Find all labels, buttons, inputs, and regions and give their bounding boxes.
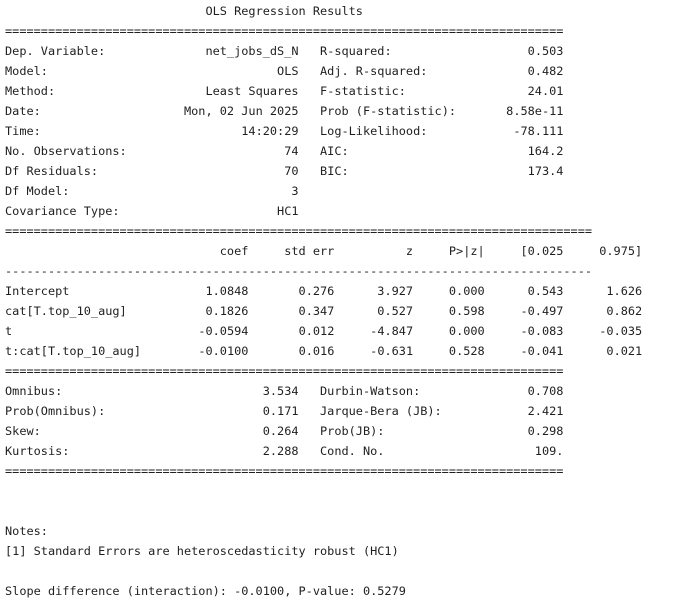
rule: ================================================================================== — [5, 224, 593, 238]
coef-cell: 0.862 — [606, 304, 643, 318]
summary-title-text: OLS Regression Results — [205, 4, 363, 18]
coef-table-row — [5, 281, 694, 301]
model-info-label: No. Observations: — [5, 144, 127, 158]
model-info-label: Df Model: — [5, 184, 70, 198]
coef-cell: -0.035 — [599, 324, 643, 338]
model-info-value: 24.01 — [527, 84, 564, 98]
coef-row-name: t:cat[T.top_10_aug] — [5, 344, 142, 358]
diagnostics-value: 3.534 — [262, 384, 299, 398]
diagnostics-row — [5, 401, 694, 421]
model-info-row — [5, 101, 694, 121]
coef-cell: 0.527 — [377, 304, 414, 318]
slope-difference-text: Slope difference (interaction): -0.0100, P-value: 0.5279 — [5, 584, 406, 598]
model-info-label: Covariance Type: — [5, 204, 120, 218]
model-info-label: Date: — [5, 104, 41, 118]
model-info-value: OLS — [277, 64, 299, 78]
model-info-value: 74 — [284, 144, 299, 158]
diagnostics-row — [5, 381, 694, 401]
rule-diag-bottom — [5, 461, 694, 481]
diagnostics-value: 109. — [534, 444, 564, 458]
coef-cell: -0.041 — [520, 344, 564, 358]
coef-table-row — [5, 301, 694, 321]
coef-cell: -0.631 — [370, 344, 414, 358]
model-info-value: 70 — [284, 164, 299, 178]
model-info-row — [5, 121, 694, 141]
diagnostics-label: Omnibus: — [5, 384, 63, 398]
coef-table-header — [5, 241, 694, 261]
rule-coef-mid — [5, 261, 694, 281]
diagnostics-value: 0.298 — [527, 424, 564, 438]
model-info-value: -78.111 — [513, 124, 564, 138]
rule-coef-top — [5, 221, 694, 241]
rule-top — [5, 21, 694, 41]
coef-cell: 0.021 — [606, 344, 643, 358]
model-info-value: 14:20:29 — [241, 124, 299, 138]
coef-cell: -4.847 — [370, 324, 414, 338]
model-info-value: 164.2 — [527, 144, 564, 158]
coef-table-row — [5, 321, 694, 341]
model-info-value: net_jobs_dS_N — [205, 44, 299, 58]
diagnostics-label: Jarque-Bera (JB): — [320, 404, 442, 418]
model-info-row — [5, 181, 694, 201]
model-info-label: F-statistic: — [320, 84, 406, 98]
model-info-row — [5, 201, 694, 221]
coef-row-name: Intercept — [5, 284, 70, 298]
summary-title — [5, 1, 694, 21]
coef-cell: -0.0594 — [198, 324, 249, 338]
model-info-row — [5, 161, 694, 181]
coef-cell: 0.016 — [298, 344, 335, 358]
diagnostics-value: 2.421 — [527, 404, 564, 418]
rule: ============================================================================== — [5, 464, 564, 478]
model-info-label: AIC: — [320, 144, 349, 158]
blank-line — [5, 481, 694, 501]
coef-column-header: [0.025 — [520, 244, 564, 258]
diagnostics-value: 2.288 — [262, 444, 299, 458]
rule: ---------------------------------------------------------------------------------- — [5, 264, 593, 278]
slope-difference-line — [5, 581, 694, 601]
coef-column-header: coef — [219, 244, 249, 258]
model-info-label: BIC: — [320, 164, 349, 178]
model-info-label: Time: — [5, 124, 41, 138]
diagnostics-row — [5, 441, 694, 461]
diagnostics-label: Skew: — [5, 424, 41, 438]
model-info-label: R-squared: — [320, 44, 392, 58]
notes-heading — [5, 521, 694, 541]
coef-column-header: std err — [284, 244, 335, 258]
diagnostics-label: Prob(JB): — [320, 424, 385, 438]
notes-heading-text: Notes: — [5, 524, 48, 538]
rule: ============================================================================== — [5, 364, 564, 378]
coef-cell: 1.626 — [606, 284, 643, 298]
coef-cell: 0.000 — [448, 324, 485, 338]
model-info-label: Dep. Variable: — [5, 44, 106, 58]
rule: ============================================================================== — [5, 24, 564, 38]
note-text: [1] Standard Errors are heteroscedasticity robust (HC1) — [5, 544, 399, 558]
diagnostics-row — [5, 421, 694, 441]
model-info-label: Adj. R-squared: — [320, 64, 428, 78]
coef-cell: 0.012 — [298, 324, 335, 338]
model-info-label: Method: — [5, 84, 56, 98]
model-info-label: Log-Likelihood: — [320, 124, 428, 138]
note-item — [5, 541, 694, 561]
model-info-value: 0.503 — [527, 44, 564, 58]
model-info-row — [5, 41, 694, 61]
model-info-value: HC1 — [277, 204, 299, 218]
coef-cell: -0.497 — [520, 304, 564, 318]
diagnostics-value: 0.708 — [527, 384, 564, 398]
model-info-label: Df Residuals: — [5, 164, 99, 178]
model-info-value: 8.58e-11 — [506, 104, 564, 118]
model-info-value: Least Squares — [205, 84, 299, 98]
model-info-value: 0.482 — [527, 64, 564, 78]
coef-cell: 0.347 — [298, 304, 335, 318]
model-info-value: Mon, 02 Jun 2025 — [183, 104, 299, 118]
blank-line — [5, 561, 694, 581]
diagnostics-label: Prob(Omnibus): — [5, 404, 106, 418]
model-info-label: Model: — [5, 64, 48, 78]
coef-cell: 0.528 — [448, 344, 485, 358]
coef-cell: 3.927 — [377, 284, 414, 298]
diagnostics-value: 0.264 — [262, 424, 299, 438]
model-info-value: 3 — [291, 184, 299, 198]
coef-row-name: cat[T.top_10_aug] — [5, 304, 127, 318]
model-info-row — [5, 141, 694, 161]
diagnostics-label: Kurtosis: — [5, 444, 70, 458]
coef-column-header: 0.975] — [599, 244, 643, 258]
model-info-row — [5, 81, 694, 101]
coef-column-header: P>|z| — [448, 244, 485, 258]
coef-cell: 0.543 — [527, 284, 564, 298]
coef-column-header: z — [405, 244, 414, 258]
coef-cell: 0.1826 — [205, 304, 249, 318]
coef-cell: -0.0100 — [198, 344, 249, 358]
rule-diag-top — [5, 361, 694, 381]
coef-cell: 1.0848 — [205, 284, 249, 298]
diagnostics-value: 0.171 — [262, 404, 299, 418]
coef-cell: -0.083 — [520, 324, 564, 338]
model-info-value: 173.4 — [527, 164, 564, 178]
diagnostics-label: Durbin-Watson: — [320, 384, 421, 398]
diagnostics-label: Cond. No. — [320, 444, 385, 458]
model-info-label: Prob (F-statistic): — [320, 104, 457, 118]
coef-row-name: t — [5, 324, 13, 338]
coef-cell: 0.000 — [448, 284, 485, 298]
model-info-row — [5, 61, 694, 81]
coef-table-row — [5, 341, 694, 361]
coef-cell: 0.598 — [448, 304, 485, 318]
coef-cell: 0.276 — [298, 284, 335, 298]
blank-line — [5, 501, 694, 521]
